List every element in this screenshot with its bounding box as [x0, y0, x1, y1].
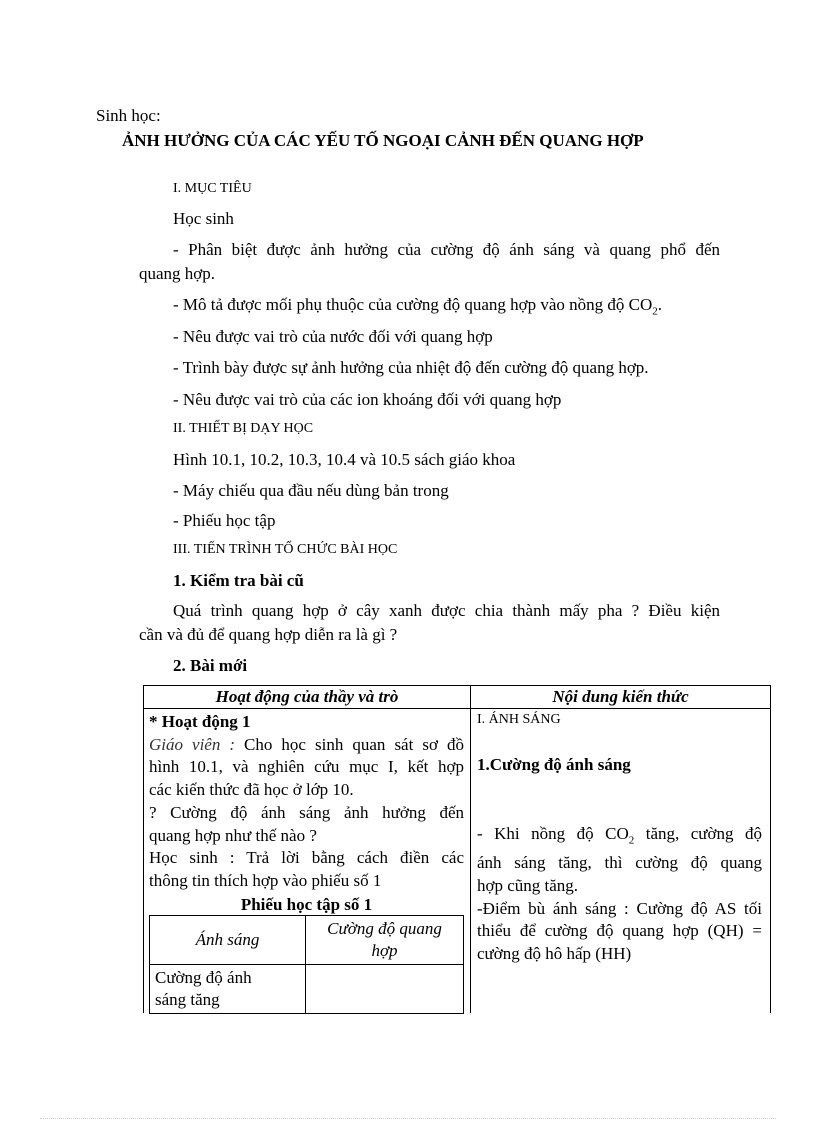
- objective-item-5: - Nêu được vai trò của các ion khoáng đối với quang hợp: [173, 390, 562, 409]
- worksheet-header-intensity-line-2: hợp: [371, 941, 398, 960]
- table-header-content: Nội dung kiến thức: [552, 687, 689, 706]
- worksheet-header-light-label: Ánh sáng: [195, 930, 260, 949]
- objective-item-2-text: - Mô tả được mối phụ thuộc của cường độ quang hợp vào nồng độ CO: [173, 295, 653, 314]
- question-line-1: ? Cường độ ánh sáng ảnh hưởng đến: [149, 802, 464, 822]
- equipment-item-2: - Máy chiếu qua đầu nếu dùng bản trong: [173, 481, 449, 500]
- table-border-right: [770, 685, 771, 1013]
- teacher-label: Giáo viên :: [149, 734, 236, 754]
- objective-item-1-line-1: - Phân biệt được ảnh hưởng của cường độ ánh sáng và quang phổ đến: [173, 240, 720, 259]
- worksheet-row: [150, 965, 464, 1014]
- worksheet-table: [149, 915, 464, 1014]
- content-p1-line-3: hợp cũng tăng.: [477, 875, 579, 895]
- student-line-1: Học sinh : Trả lời bằng cách điền các: [149, 848, 464, 868]
- worksheet-row-1-intensity[interactable]: [306, 965, 464, 1014]
- review-heading: 1. Kiểm tra bài cũ: [173, 571, 304, 590]
- equipment-item-1: Hình 10.1, 10.2, 10.3, 10.4 và 10.5 sách giáo khoa: [173, 450, 516, 469]
- review-question-line-1: Quá trình quang hợp ở cây xanh được chia thành mấy pha ? Điều kiện: [173, 601, 720, 620]
- process-heading: III. TIẾN TRÌNH TỔ CHỨC BÀI HỌC: [173, 542, 398, 557]
- equipment-heading: II. THIẾT BỊ DẠY HỌC: [173, 421, 314, 436]
- content-p1-line-1: [477, 823, 762, 852]
- content-p1-line-1-start: - Khi nồng độ CO: [477, 824, 629, 843]
- worksheet-title: Phiếu học tập số 1: [240, 895, 373, 914]
- activities-cell: [149, 711, 464, 893]
- worksheet-header-row: [150, 916, 464, 965]
- content-paragraph-1: [477, 823, 762, 966]
- teacher-line-1-rest: Cho học sinh quan sát sơ đồ: [235, 734, 464, 754]
- table-header-divider: [143, 708, 771, 709]
- subsection-light-intensity: 1.Cường độ ánh sáng: [477, 755, 631, 774]
- page-bottom-divider: [40, 1118, 776, 1119]
- worksheet-header-light: [150, 916, 306, 965]
- worksheet-row-1-light: [150, 965, 306, 1014]
- objective-item-3: - Nêu được vai trò của nước đối với quang hợp: [173, 327, 493, 346]
- review-question-line-2: cần và đủ để quang hợp diễn ra là gì ?: [139, 625, 398, 644]
- objective-item-2: [173, 295, 662, 317]
- objective-item-1-line-2: quang hợp.: [139, 264, 216, 283]
- teacher-line-1: [149, 734, 464, 757]
- objective-item-2-end: .: [657, 295, 663, 314]
- page-title: ẢNH HƯỞNG CỦA CÁC YẾU TỐ NGOẠI CẢNH ĐẾN QUANG HỢP: [122, 131, 644, 150]
- worksheet-header-intensity-line-1: Cường độ quang: [327, 919, 442, 938]
- table-column-divider: [470, 685, 471, 1013]
- content-p2-line-3: cường độ hô hấp (HH): [477, 943, 632, 963]
- worksheet-row-1-line-1: Cường độ ánh: [155, 968, 252, 987]
- equipment-item-3: - Phiếu học tập: [173, 511, 276, 530]
- section-light-heading: I. ÁNH SÁNG: [477, 712, 561, 727]
- activity-title: * Hoạt động 1: [149, 712, 251, 731]
- student-line-2: thông tin thích hợp vào phiếu số 1: [149, 870, 382, 890]
- content-co2-subscript: 2: [628, 834, 635, 847]
- worksheet-row-1-line-2: sáng tăng: [155, 990, 220, 1009]
- content-p2-line-1: -Điểm bù ánh sáng : Cường độ AS tối: [477, 898, 762, 918]
- subject-label: Sinh học:: [96, 106, 161, 125]
- co2-subscript: 2: [652, 305, 658, 318]
- table-border-top: [143, 685, 771, 686]
- new-lesson-heading: 2. Bài mới: [173, 656, 248, 675]
- objectives-heading: I. MỤC TIÊU: [173, 181, 252, 196]
- worksheet-header-intensity: [306, 916, 464, 965]
- table-header-activities: Hoạt động của thầy và trò: [215, 687, 399, 706]
- objectives-intro: Học sinh: [173, 209, 234, 228]
- content-p1-line-2: ánh sáng tăng, thì cường độ quang: [477, 853, 762, 873]
- teacher-line-2: hình 10.1, và nghiên cứu mục I, kết hợp: [149, 757, 464, 777]
- teacher-line-3: các kiến thức đã học ở lớp 10.: [149, 780, 354, 800]
- question-line-2: quang hợp như thế nào ?: [149, 825, 317, 845]
- content-p2-line-2: thiểu để cường độ quang hợp (QH) =: [477, 921, 762, 941]
- objective-item-4: - Trình bày được sự ảnh hưởng của nhiệt độ đến cường độ quang hợp.: [173, 358, 649, 377]
- table-border-left: [143, 685, 144, 1013]
- content-p1-line-1-end: tăng, cường độ: [634, 824, 762, 843]
